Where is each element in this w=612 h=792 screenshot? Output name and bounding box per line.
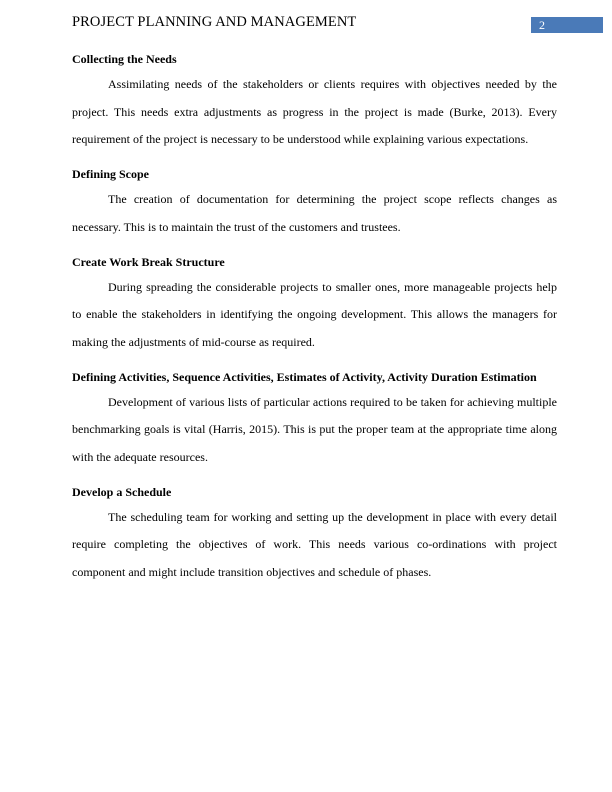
section-heading: Defining Activities, Sequence Activities, Estimates of Activity, Activity Duration Estimation <box>72 369 537 384</box>
section-paragraph: The scheduling team for working and setting up the development in place with every detail require completing the objectives of work. This needs various co-ordinations with project component and might include transition objectives and schedule of phases. <box>72 509 557 580</box>
section-paragraph: During spreading the considerable projects to smaller ones, more manageable projects help to enable the stakeholders in identifying the ongoing development. This allows the managers for making the adjustments of mid-course as required. <box>72 279 557 349</box>
document-body <box>72 50 557 598</box>
section-heading: Defining Scope <box>72 167 150 182</box>
page-number: 2 <box>531 17 603 33</box>
running-head: PROJECT PLANNING AND MANAGEMENT <box>72 14 357 30</box>
section-collecting-needs <box>72 50 557 154</box>
section-heading: Develop a Schedule <box>72 484 172 499</box>
section-paragraph: The creation of documentation for determining the project scope reflects changes as necessary. This is to maintain the trust of the customers and trustees. <box>72 192 557 234</box>
section-develop-schedule <box>72 483 557 587</box>
section-work-break-structure <box>72 253 557 357</box>
section-paragraph: Development of various lists of particular actions required to be taken for achieving multiple benchmarking goals is vital (Harris, 2015). This is put the proper team at the appropriate time along with the adequate resources. <box>72 394 557 465</box>
section-heading: Create Work Break Structure <box>72 254 225 269</box>
section-defining-scope <box>72 165 557 241</box>
section-heading: Collecting the Needs <box>72 52 177 66</box>
section-defining-activities <box>72 368 557 472</box>
section-paragraph: Assimilating needs of the stakeholders or clients requires with objectives needed by the project. This needs extra adjustments as progress in the project is made (Burke, 2013). Every requirement of the project is necessary to be understood while explaining various expectations. <box>72 77 557 147</box>
